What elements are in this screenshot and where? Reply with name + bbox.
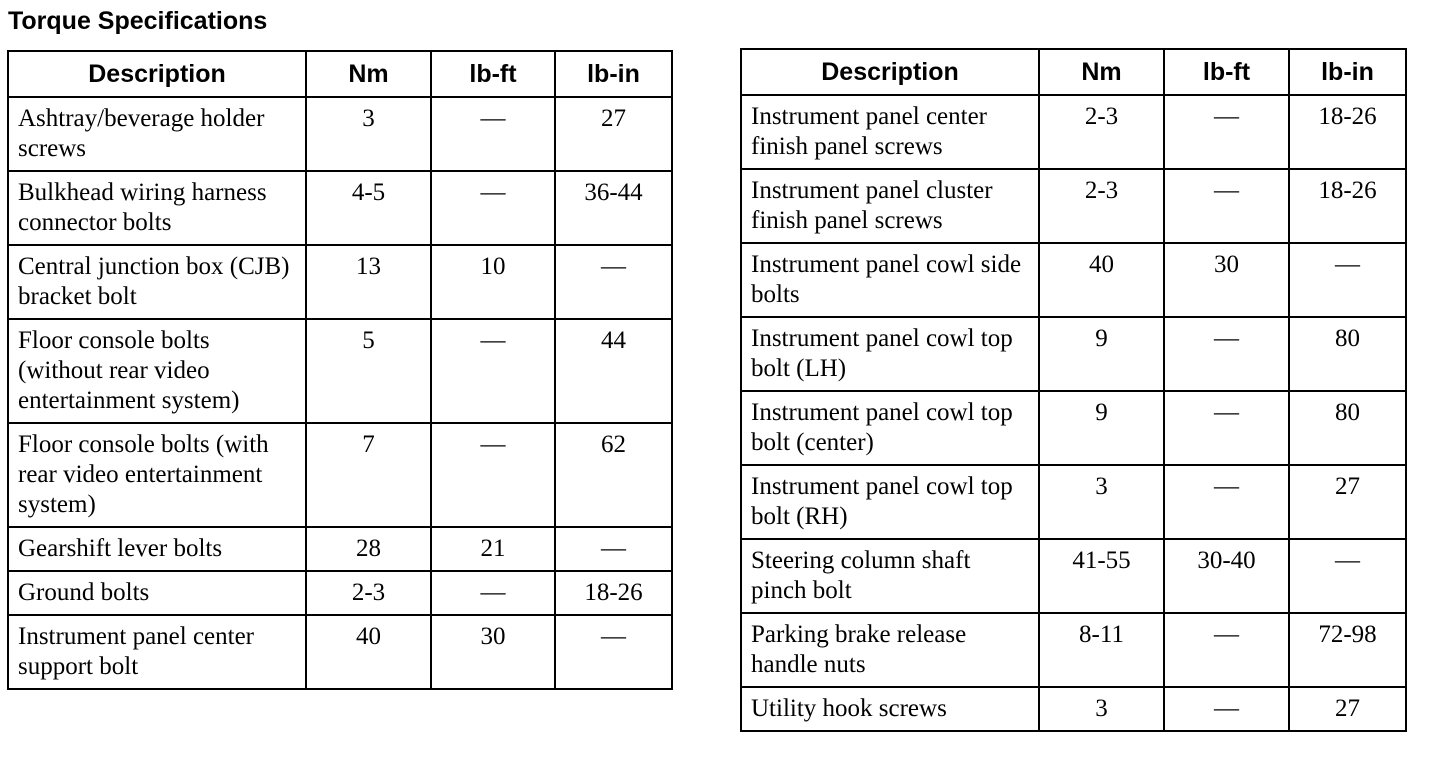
lbft-cell: — [1164, 95, 1289, 169]
column-header-nm: Nm [1039, 49, 1164, 95]
lbin-cell: 27 [1289, 687, 1406, 731]
lbin-cell: 18-26 [555, 571, 672, 615]
lbin-cell: 72-98 [1289, 613, 1406, 687]
nm-cell: 3 [306, 97, 431, 171]
lbft-cell: 30 [1164, 243, 1289, 317]
description-cell: Ground bolts [8, 571, 306, 615]
nm-cell: 9 [1039, 317, 1164, 391]
lbin-cell: 44 [555, 319, 672, 423]
table-row [8, 527, 672, 571]
lbin-cell: 27 [555, 97, 672, 171]
lbft-cell: — [1164, 613, 1289, 687]
lbft-cell: — [1164, 169, 1289, 243]
nm-cell: 13 [306, 245, 431, 319]
lbft-cell: 30 [431, 615, 555, 689]
table-row [8, 171, 672, 245]
column-header-lbin: lb-in [555, 51, 672, 97]
description-cell: Instrument panel cluster finish panel screws [741, 169, 1039, 243]
lbft-cell: 30-40 [1164, 539, 1289, 613]
column-header-lbin: lb-in [1289, 49, 1406, 95]
nm-cell: 28 [306, 527, 431, 571]
table-row [741, 391, 1406, 465]
nm-cell: 9 [1039, 391, 1164, 465]
lbin-cell: — [555, 527, 672, 571]
lbft-cell: — [1164, 465, 1289, 539]
description-cell: Ashtray/beverage holder screws [8, 97, 306, 171]
column-header-nm: Nm [306, 51, 431, 97]
header-row [741, 49, 1406, 95]
lbft-cell: — [431, 171, 555, 245]
table-row [8, 245, 672, 319]
lbft-cell: — [431, 423, 555, 527]
lbft-cell: — [1164, 391, 1289, 465]
lbft-cell: — [1164, 687, 1289, 731]
description-cell: Floor console bolts (without rear video entertainment system) [8, 319, 306, 423]
lbin-cell: — [1289, 539, 1406, 613]
table-row [741, 465, 1406, 539]
description-cell: Instrument panel center support bolt [8, 615, 306, 689]
nm-cell: 3 [1039, 465, 1164, 539]
nm-cell: 8-11 [1039, 613, 1164, 687]
lbin-cell: — [1289, 243, 1406, 317]
lbft-cell: — [431, 319, 555, 423]
nm-cell: 2-3 [306, 571, 431, 615]
description-cell: Instrument panel center finish panel screws [741, 95, 1039, 169]
lbft-cell: 10 [431, 245, 555, 319]
nm-cell: 40 [306, 615, 431, 689]
lbft-cell: — [1164, 317, 1289, 391]
description-cell: Utility hook screws [741, 687, 1039, 731]
page-title: Torque Specifications [8, 7, 268, 35]
nm-cell: 41-55 [1039, 539, 1164, 613]
description-cell: Instrument panel cowl side bolts [741, 243, 1039, 317]
table-row [8, 319, 672, 423]
nm-cell: 40 [1039, 243, 1164, 317]
lbin-cell: 36-44 [555, 171, 672, 245]
table-row [741, 539, 1406, 613]
nm-cell: 2-3 [1039, 95, 1164, 169]
lbft-cell: — [431, 571, 555, 615]
table-row [741, 169, 1406, 243]
nm-cell: 2-3 [1039, 169, 1164, 243]
lbin-cell: — [555, 245, 672, 319]
torque-table-right [740, 48, 1407, 732]
description-cell: Bulkhead wiring harness connector bolts [8, 171, 306, 245]
column-header-lbft: lb-ft [1164, 49, 1289, 95]
description-cell: Gearshift lever bolts [8, 527, 306, 571]
lbft-cell: — [431, 97, 555, 171]
lbin-cell: 80 [1289, 391, 1406, 465]
table-row [8, 97, 672, 171]
nm-cell: 3 [1039, 687, 1164, 731]
header-row [8, 51, 672, 97]
column-header-description: Description [741, 49, 1039, 95]
table-row [741, 687, 1406, 731]
description-cell: Instrument panel cowl top bolt (LH) [741, 317, 1039, 391]
nm-cell: 5 [306, 319, 431, 423]
lbin-cell: 18-26 [1289, 95, 1406, 169]
description-cell: Parking brake release handle nuts [741, 613, 1039, 687]
table-row [8, 615, 672, 689]
lbin-cell: 27 [1289, 465, 1406, 539]
description-cell: Floor console bolts (with rear video entertainment system) [8, 423, 306, 527]
table-row [741, 317, 1406, 391]
lbin-cell: 18-26 [1289, 169, 1406, 243]
column-header-description: Description [8, 51, 306, 97]
table-row [741, 613, 1406, 687]
nm-cell: 4-5 [306, 171, 431, 245]
torque-table-left [7, 50, 673, 690]
table-row [8, 423, 672, 527]
column-header-lbft: lb-ft [431, 51, 555, 97]
lbin-cell: 62 [555, 423, 672, 527]
description-cell: Instrument panel cowl top bolt (RH) [741, 465, 1039, 539]
description-cell: Central junction box (CJB) bracket bolt [8, 245, 306, 319]
nm-cell: 7 [306, 423, 431, 527]
table-row [741, 95, 1406, 169]
description-cell: Steering column shaft pinch bolt [741, 539, 1039, 613]
lbin-cell: — [555, 615, 672, 689]
table-row [741, 243, 1406, 317]
lbft-cell: 21 [431, 527, 555, 571]
description-cell: Instrument panel cowl top bolt (center) [741, 391, 1039, 465]
lbin-cell: 80 [1289, 317, 1406, 391]
table-row [8, 571, 672, 615]
